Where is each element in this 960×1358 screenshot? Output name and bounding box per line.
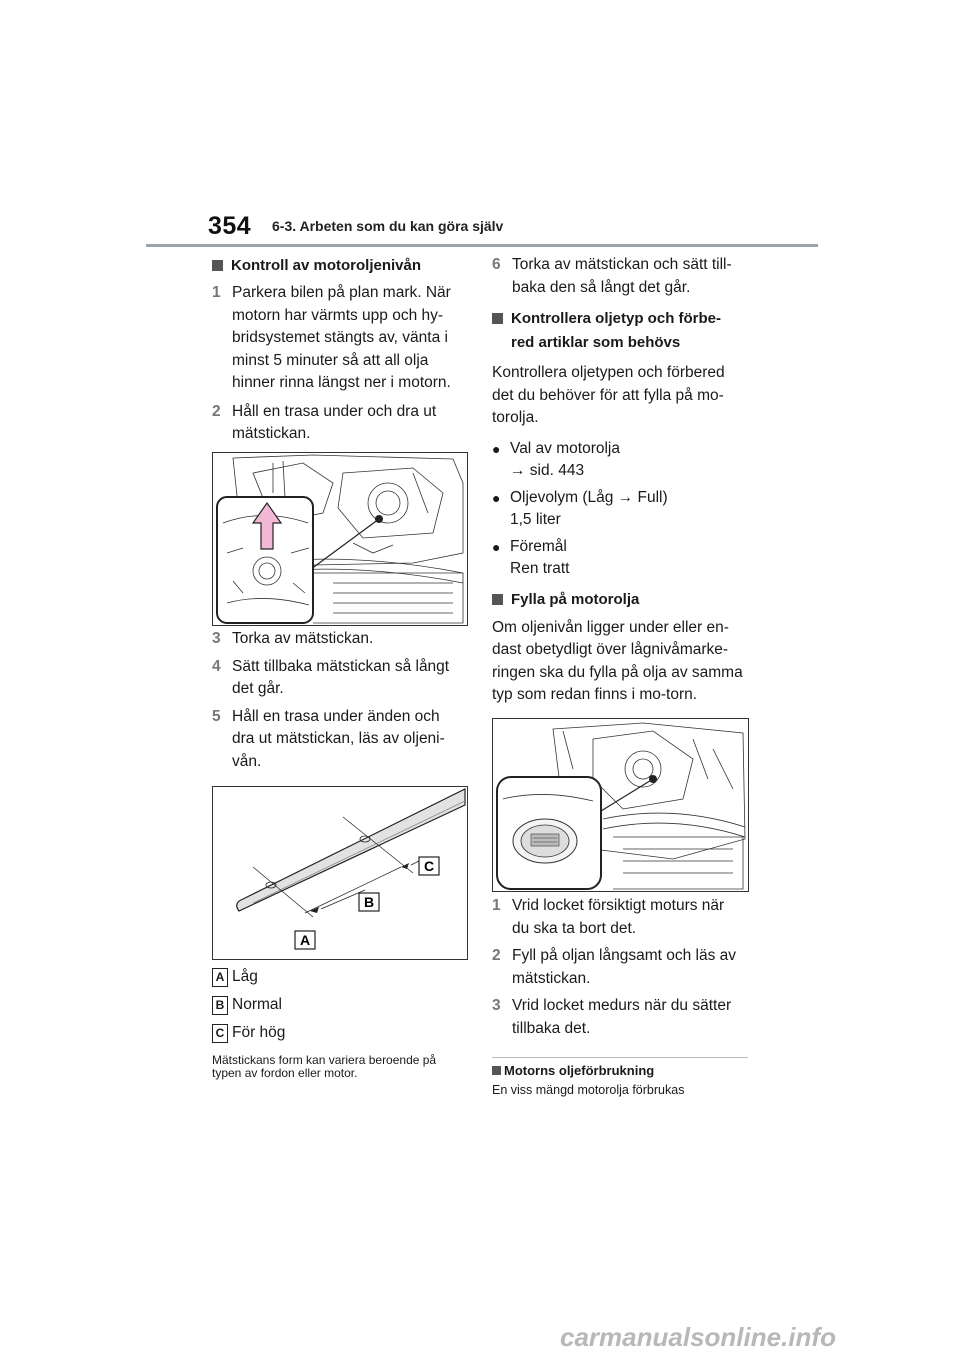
step-item: 5 Håll en trasa under änden och dra ut mätstickan, läs av oljeni-vån. <box>212 707 445 770</box>
heading-oil-type: Kontrollera oljetyp och förbe-red artiklar som behövs <box>492 307 752 355</box>
oil-cap-icon <box>513 819 577 863</box>
paragraph-oil-consumption: En viss mängd motorolja förbrukas <box>492 1083 685 1097</box>
step-item: 1 Vrid locket försiktigt moturs när du ska ta bort det. <box>492 897 725 937</box>
bullet-item: ● Oljevolym (Låg → Full) 1,5 liter <box>492 487 752 532</box>
label-c-box <box>419 857 439 875</box>
bullet-item: ● Föremål Ren tratt <box>492 536 752 581</box>
square-bullet-icon <box>492 1066 501 1075</box>
step-item: 3 Torka av mätstickan. <box>212 630 374 647</box>
figure-dipstick-levels <box>212 786 468 960</box>
engine-bay-illustration <box>213 453 467 625</box>
header-rule <box>146 244 818 247</box>
square-bullet-icon <box>492 313 503 324</box>
bullet-dot-icon: ● <box>492 440 501 457</box>
label-a-box <box>295 931 315 949</box>
legend-item-normal: B Normal <box>212 994 474 1016</box>
paragraph-add-oil: Om oljenivån ligger under eller en-dast obetydligt över lågnivåmarke-ringen ska du fylla på olja av samma typ som redan finns i mo-torn. <box>492 618 743 703</box>
heading-oil-level-check: Kontroll av motoroljenivån <box>212 254 474 278</box>
dipstick-note: Mätstickans form kan variera beroende på typen av fordon eller motor. <box>212 1053 437 1080</box>
legend-item-high: C För hög <box>212 1022 474 1044</box>
figure-dipstick-location <box>212 452 468 626</box>
page-number: 354 <box>208 212 252 240</box>
heading-add-oil: Fylla på motorolja <box>492 588 752 612</box>
right-column <box>492 254 752 707</box>
left-steps-continued <box>212 628 474 773</box>
step-item: 2 Fyll på oljan långsamt och läs av mätstickan. <box>492 947 737 987</box>
oil-cap-illustration <box>493 719 748 891</box>
svg-text:C: C <box>423 858 435 874</box>
section-title: 6-3. Arbeten som du kan göra själv <box>272 218 504 234</box>
bullet-item: ● Val av motorolja → sid. 443 <box>492 438 752 483</box>
svg-text:B: B <box>363 894 375 910</box>
bullet-dot-icon: ● <box>492 538 501 555</box>
svg-text:A: A <box>299 932 311 948</box>
square-bullet-icon <box>492 594 503 605</box>
figure-oil-filler-cap <box>492 718 749 892</box>
bullet-list <box>492 438 752 581</box>
step-item: 2 Håll en trasa under och dra ut mätstickan. <box>212 402 437 442</box>
left-column <box>212 254 474 446</box>
step-item: 3 Vrid locket medurs när du sätter tillbaka det. <box>492 997 732 1037</box>
dipstick-illustration <box>213 787 467 959</box>
step-item: 4 Sätt tillbaka mätstickan så långt det går. <box>212 657 450 697</box>
step-item: 1 Parkera bilen på plan mark. När motorn har värmts upp och hy-bridsystemet stängts av, vänta i minst 5 minuter så att all olja hinner rinna längst ner i motorn. <box>212 284 451 391</box>
square-bullet-icon <box>212 260 223 271</box>
legend-item-low: A Låg <box>212 966 474 988</box>
label-b-box <box>359 893 379 911</box>
heading-oil-consumption: Motorns oljeförbrukning <box>492 1063 654 1078</box>
step-item: 6 Torka av mätstickan och sätt till-baka den så långt det går. <box>492 256 732 296</box>
dipstick-legend <box>212 966 474 1080</box>
right-steps <box>492 895 752 1040</box>
bullet-dot-icon: ● <box>492 489 501 506</box>
watermark: carmanualsonline.info <box>560 1322 836 1352</box>
section-divider <box>492 1057 748 1058</box>
paragraph-prepare: Kontrollera oljetypen och förbered det du behöver för att fylla på mo-torolja. <box>492 364 725 426</box>
